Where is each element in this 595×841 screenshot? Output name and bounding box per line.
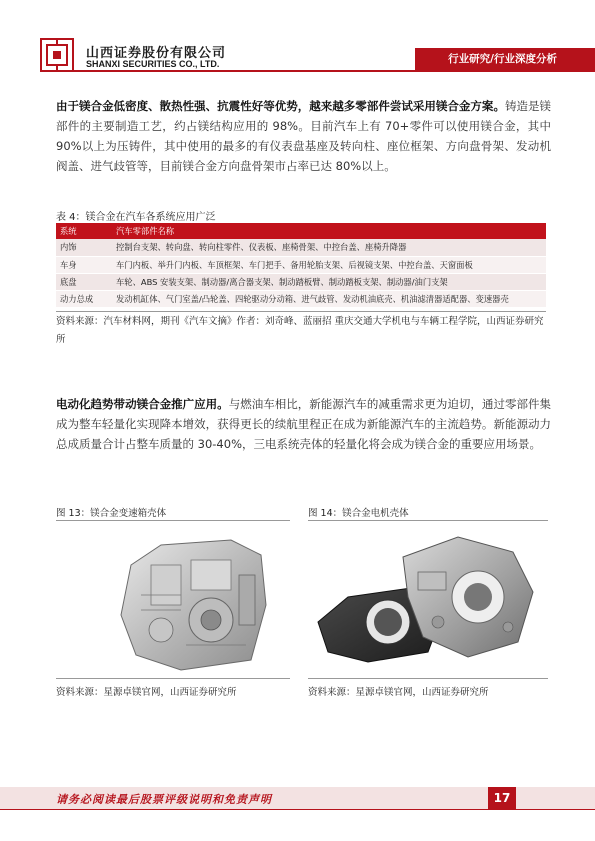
figure14-top-rule (308, 520, 548, 521)
table-row (56, 239, 546, 256)
table-cell-system: 车身 (56, 256, 112, 273)
table-cell-parts: 车门内板、举升门内板、车顶框架、车门把手、备用轮胎支架、后视镜支架、中控台盖、天窗面板 (112, 256, 546, 273)
table-cell-system: 底盘 (56, 273, 112, 290)
figure14-bottom-rule (308, 678, 548, 679)
paragraph-magnesium-advantages (56, 96, 551, 176)
figure13-source: 资料来源：星源卓镁官网，山西证券研究所 (56, 687, 237, 698)
table-source-divider (56, 311, 546, 312)
section-label: 行业研究/行业深度分析 (448, 53, 557, 65)
figure13-top-rule (56, 520, 290, 521)
page-header (0, 0, 595, 78)
paragraph1-lead: 由于镁合金低密度、散热性强、抗震性好等优势，越来越多零部件尝试采用镁合金方案。 (56, 99, 505, 113)
table-cell-parts: 控制台支架、转向盘、转向柱零件、仪表板、座椅骨架、中控台盖、座椅升降器 (112, 239, 546, 256)
company-name-en: SHANXI SECURITIES CO., LTD. (86, 59, 220, 69)
table-cell-parts: 发动机缸体、气门室盖/凸轮盖、四轮驱动分动箱、进气歧管、发动机油底壳、机油滤清器适配器、变速器壳 (112, 291, 546, 308)
paragraph2-body: 与燃油车相比，新能源汽车的减重需求更为迫切，通过零部件集成为整车轻量化实现降本增效，获得更长的续航里程正在成为新能源汽车的主流趋势。新能源动力总成质量合计占整车质量的 30-40%，三电系统壳体的轻量化将会成为镁合金的重要应用场景。 (56, 397, 552, 451)
figure13-title: 图 13：镁合金变速箱壳体 (56, 508, 167, 519)
figure14-source: 资料来源：星源卓镁官网，山西证券研究所 (308, 687, 489, 698)
shanxi-securities-logo-icon (40, 38, 74, 72)
header-band (415, 48, 595, 70)
paragraph-electrification (56, 394, 551, 454)
table-cell-parts: 车轮、ABS 安装支架、制动器/离合器支架、制动踏板臂、制动踏板支架、制动器/油门支架 (112, 273, 546, 290)
table-header-parts: 汽车零部件名称 (112, 223, 546, 239)
header-divider (40, 70, 595, 72)
page-number: 17 (488, 787, 516, 809)
motor-housing-image (308, 527, 548, 675)
table-cell-system: 动力总成 (56, 291, 112, 308)
paragraph2-lead: 电动化趋势带动镁合金推广应用。 (56, 397, 229, 411)
table-row (56, 291, 546, 308)
figure14-title: 图 14：镁合金电机壳体 (308, 508, 409, 519)
footer-divider (0, 809, 595, 810)
table-row (56, 273, 546, 290)
table-header-system: 系统 (56, 223, 112, 239)
gearbox-housing-image (56, 527, 290, 675)
table-title: 表 4：镁合金在汽车各系统应用广泛 (56, 212, 216, 223)
figure13-bottom-rule (56, 678, 290, 679)
company-name-cn: 山西证券股份有限公司 (86, 46, 227, 61)
table-cell-system: 内饰 (56, 239, 112, 256)
table-source: 资料来源：汽车材料网，期刊《汽车文摘》作者：刘奇峰、蓝丽招 重庆交通大学机电与车辆工程学院，山西证券研究所 (56, 316, 544, 345)
table-header-row (56, 223, 546, 239)
footer-disclaimer: 请务必阅读最后股票评级说明和免责声明 (56, 793, 272, 806)
paragraph1-body: 铸造是镁部件的主要制造工艺，约占镁结构应用的 98%。目前汽车上有 70+零件可以使用镁合金，其中 90%以上为压铸件，其中使用的最多的有仪表盘基座及转向柱、座位框架、方向盘骨架、发动机阀盖、进气歧管等，目前镁合金方向盘骨架市占率已达 80%以上。 (56, 99, 552, 173)
table-row (56, 256, 546, 273)
magnesium-application-table (56, 223, 546, 308)
